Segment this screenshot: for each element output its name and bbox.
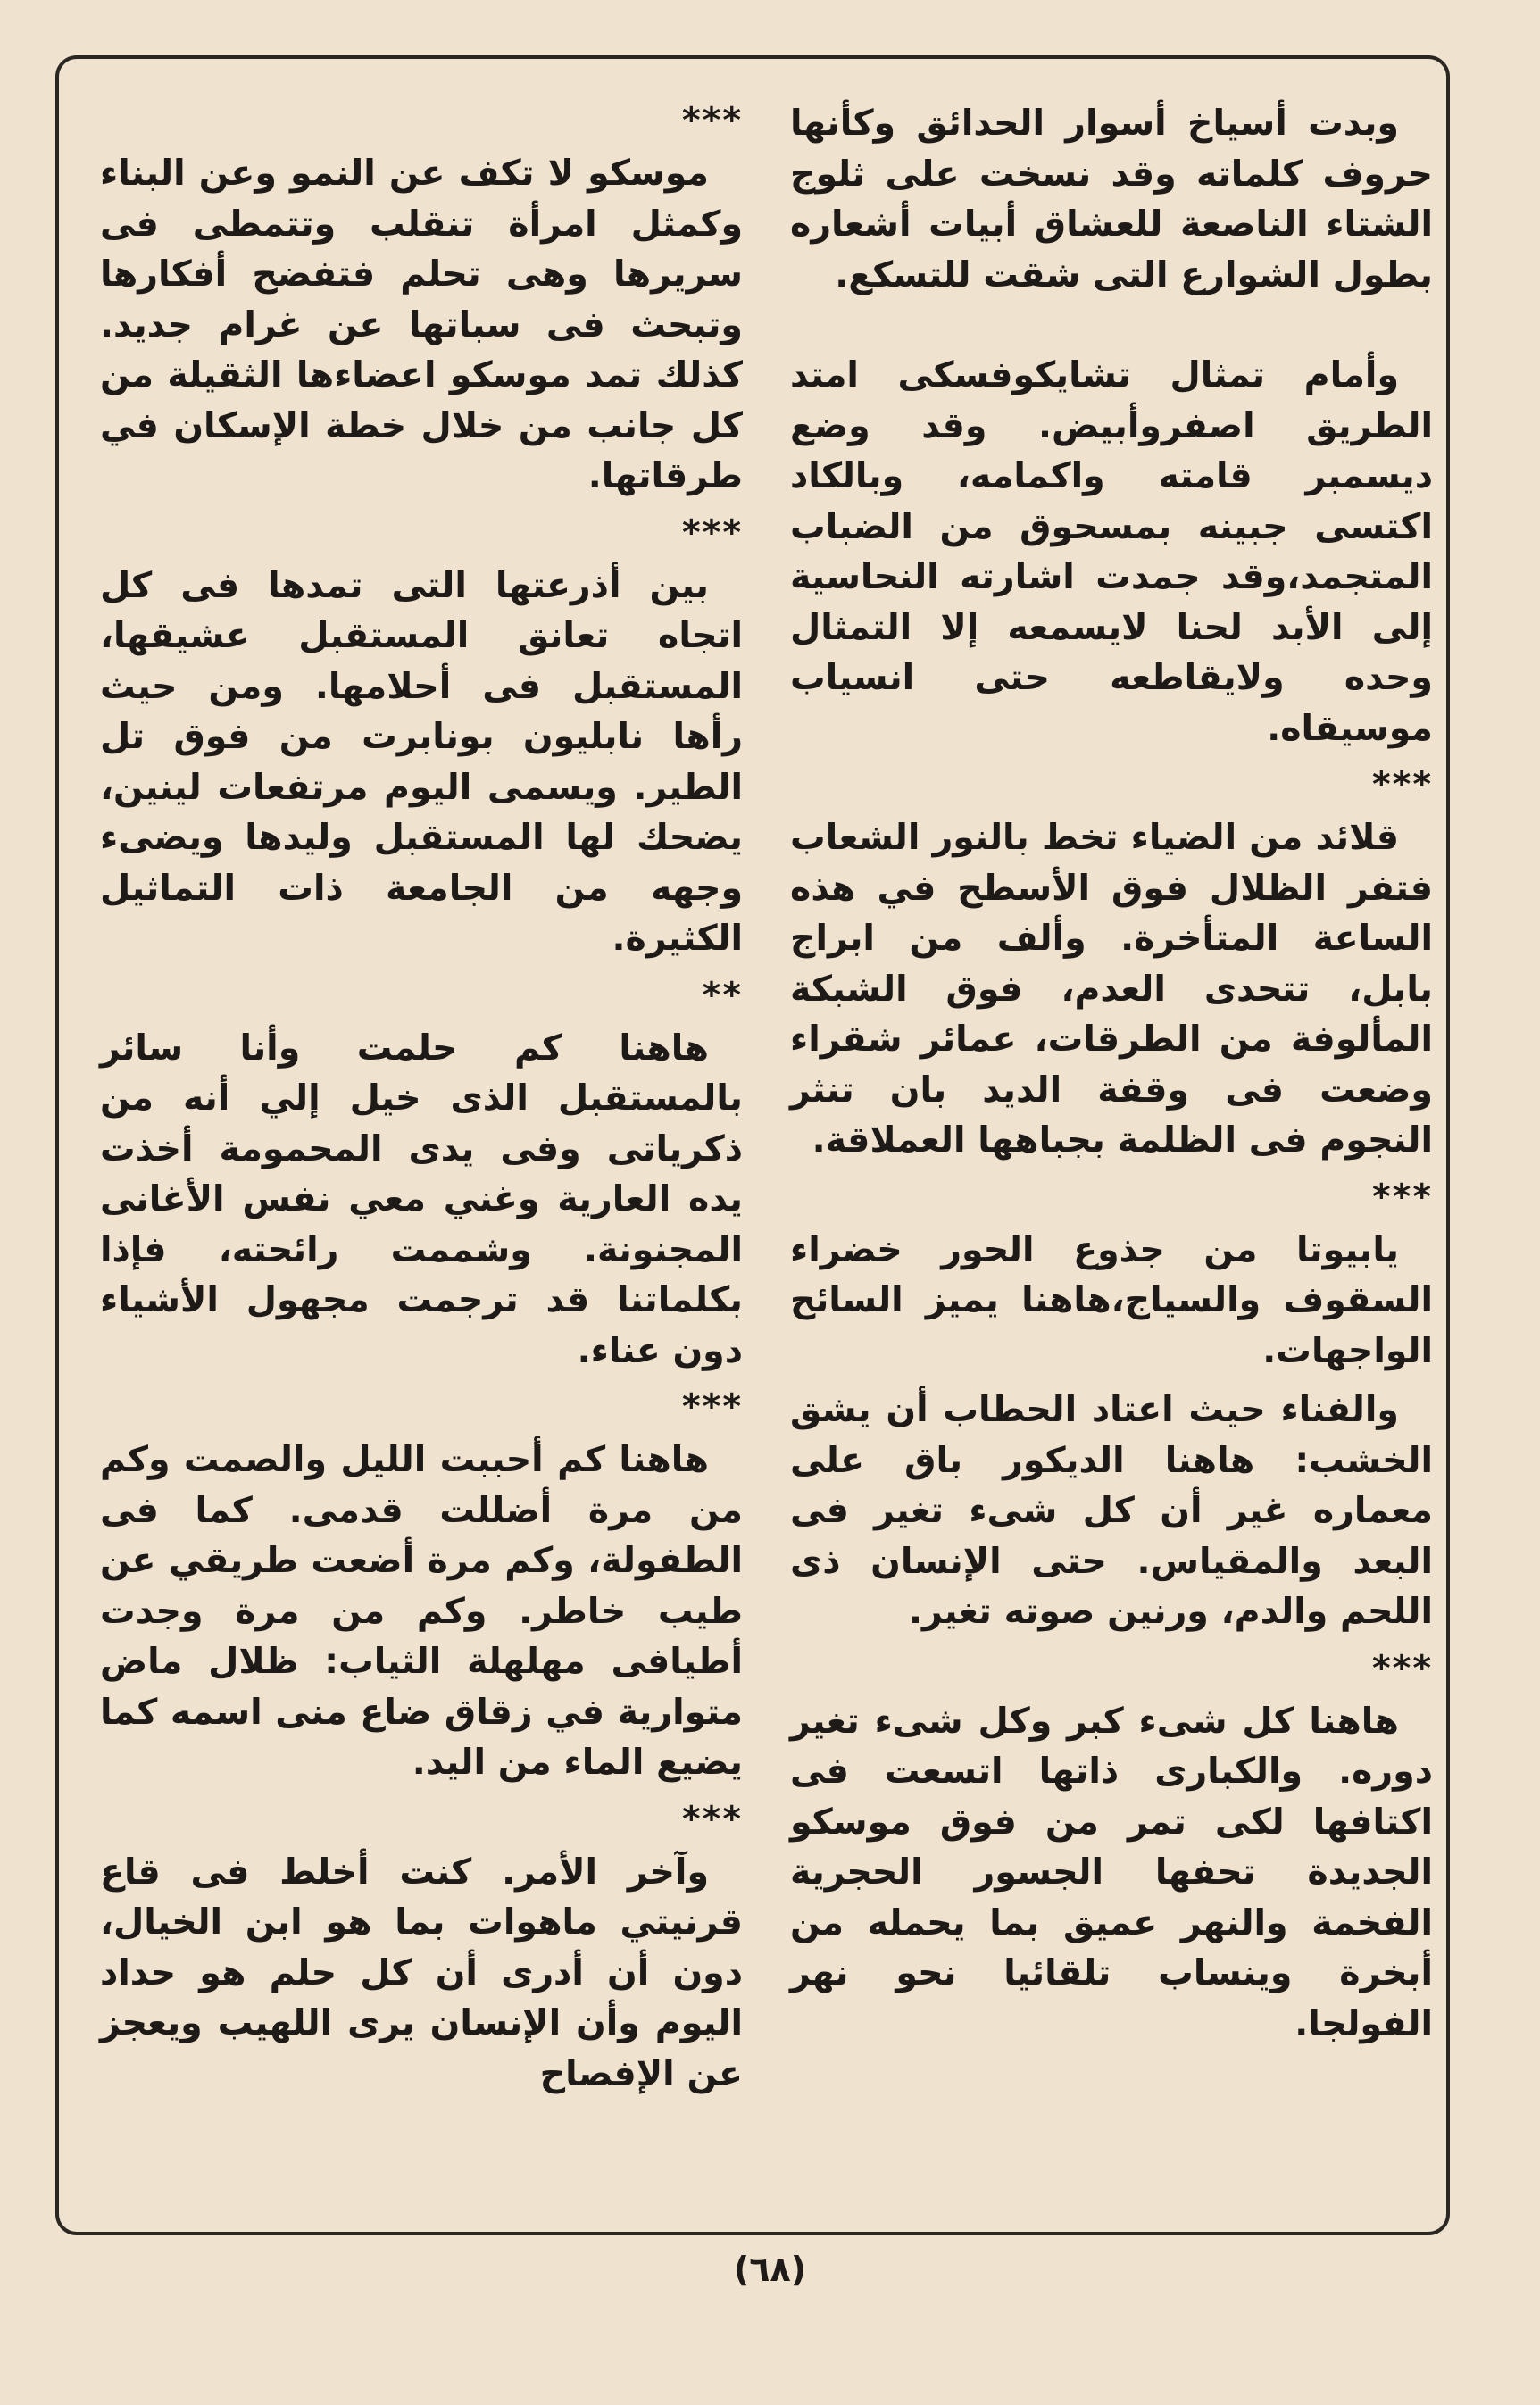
- section-separator: ***: [682, 1798, 743, 1840]
- section-separator: **: [702, 974, 743, 1016]
- paragraph: وأمام تمثال تشايكوفسكى امتد الطريق اصفروأبيض. وقد وضع ديسمبر قامته واكمامه، وبالكاد اكتسى جبينه بمسحوق من الضباب المتجمد،وقد جمدت اشارته النحاسية إلى الأبد لحنا لايسمعه إلا التمثال وحده ولايقاطعه حتى انسياب موسيقاه.: [790, 354, 1433, 749]
- paragraph: قلائد من الضياء تخط بالنور الشعاب فتفر الظلال فوق الأسطح في هذه الساعة المتأخرة. وألف من ابراج بابل، تتحدى العدم، فوق الشبكة المألوفة من الطرقات، عمائر شقراء وضعت فى وقفة الديد بان تنثر النجوم فى الظلمة بجباهها العملاقة.: [790, 817, 1433, 1161]
- right-column: [790, 98, 1433, 2058]
- paragraph: هاهنا كل شىء كبر وكل شىء تغير دوره. والكبارى ذاتها اتسعت فى اكتافها لكى تمر من فوق موسكو الجديدة تحفها الجسور الحجرية الفخمة والنهر عميق بما يحمله من أبخرة وينساب تلقائيا نحو نهر الفولجا.: [790, 1700, 1433, 2044]
- section-separator: ***: [682, 1386, 743, 1427]
- paragraph: يابيوتا من جذوع الحور خضراء السقوف والسياج،هاهنا يميز السائح الواجهات.: [790, 1228, 1433, 1371]
- section-separator: ***: [1372, 1176, 1433, 1218]
- section-separator: ***: [1372, 1647, 1433, 1689]
- paragraph: بين أذرعتها التى تمدها فى كل اتجاه تعانق المستقبل عشيقها، المستقبل فى أحلامها. ومن حيث رأها نابليون بونابرت من فوق تل الطير. ويسمى اليوم مرتفعات لينين، يضحك لها المستقبل وليدها ويضىء وجهه من الجامعة ذات التماثيل الكثيرة.: [100, 564, 743, 959]
- section-separator: ***: [1372, 764, 1433, 805]
- paragraph: موسكو لا تكف عن النمو وعن البناء وكمثل امرأة تنقلب وتتمطى فى سريرها وهى تحلم فتفضح أفكارها وتبحث فى سباتها عن غرام جديد. كذلك تمد موسكو اعضاءها الثقيلة من كل جانب من خلال خطة الإسكان في طرقاتها.: [100, 153, 743, 496]
- paragraph: هاهنا كم حلمت وأنا سائر بالمستقبل الذى خيل إلي أنه من ذكرياتى وفى يدى المحمومة أخذت يده العارية وغني معي نفس الأغانى المجنونة. وشممت رائحته، فإذا بكلماتنا قد ترجمت مجهول الأشياء دون عناء.: [100, 1027, 743, 1371]
- section-separator: ***: [682, 512, 743, 553]
- page-number: (٦٨): [733, 2250, 807, 2289]
- paragraph: وبدت أسياخ أسوار الحدائق وكأنها حروف كلماته وقد نسخت على ثلوج الشتاء الناصعة للعشاق أبيات أشعاره بطول الشوارع التى شقت للتسكع.: [790, 103, 1433, 295]
- paragraph: والفناء حيث اعتاد الحطاب أن يشق الخشب: هاهنا الديكور باق على معماره غير أن كل شىء تغير فى البعد والمقياس. حتى الإنسان ذى اللحم والدم، ورنين صوته تغير.: [790, 1389, 1433, 1632]
- paragraph: هاهنا كم أحببت الليل والصمت وكم من مرة أضللت قدمى. كما فى الطفولة، وكم مرة أضعت طريقي عن طيب خاطر. وكم من مرة وجدت أطيافى مهلهلة الثياب: ظلال ماض متوارية في زقاق ضاع منى اسمه كما يضيع الماء من اليد.: [100, 1439, 743, 1783]
- left-column: [100, 98, 743, 2108]
- paragraph: وآخر الأمر. كنت أخلط فى قاع قرنيتي ماهوات بما هو ابن الخيال، دون أن أدرى أن كل حلم هو حداد اليوم وأن الإنسان يرى اللهيب ويعجز عن الإفصاح: [100, 1851, 743, 2094]
- section-separator: ***: [682, 100, 743, 141]
